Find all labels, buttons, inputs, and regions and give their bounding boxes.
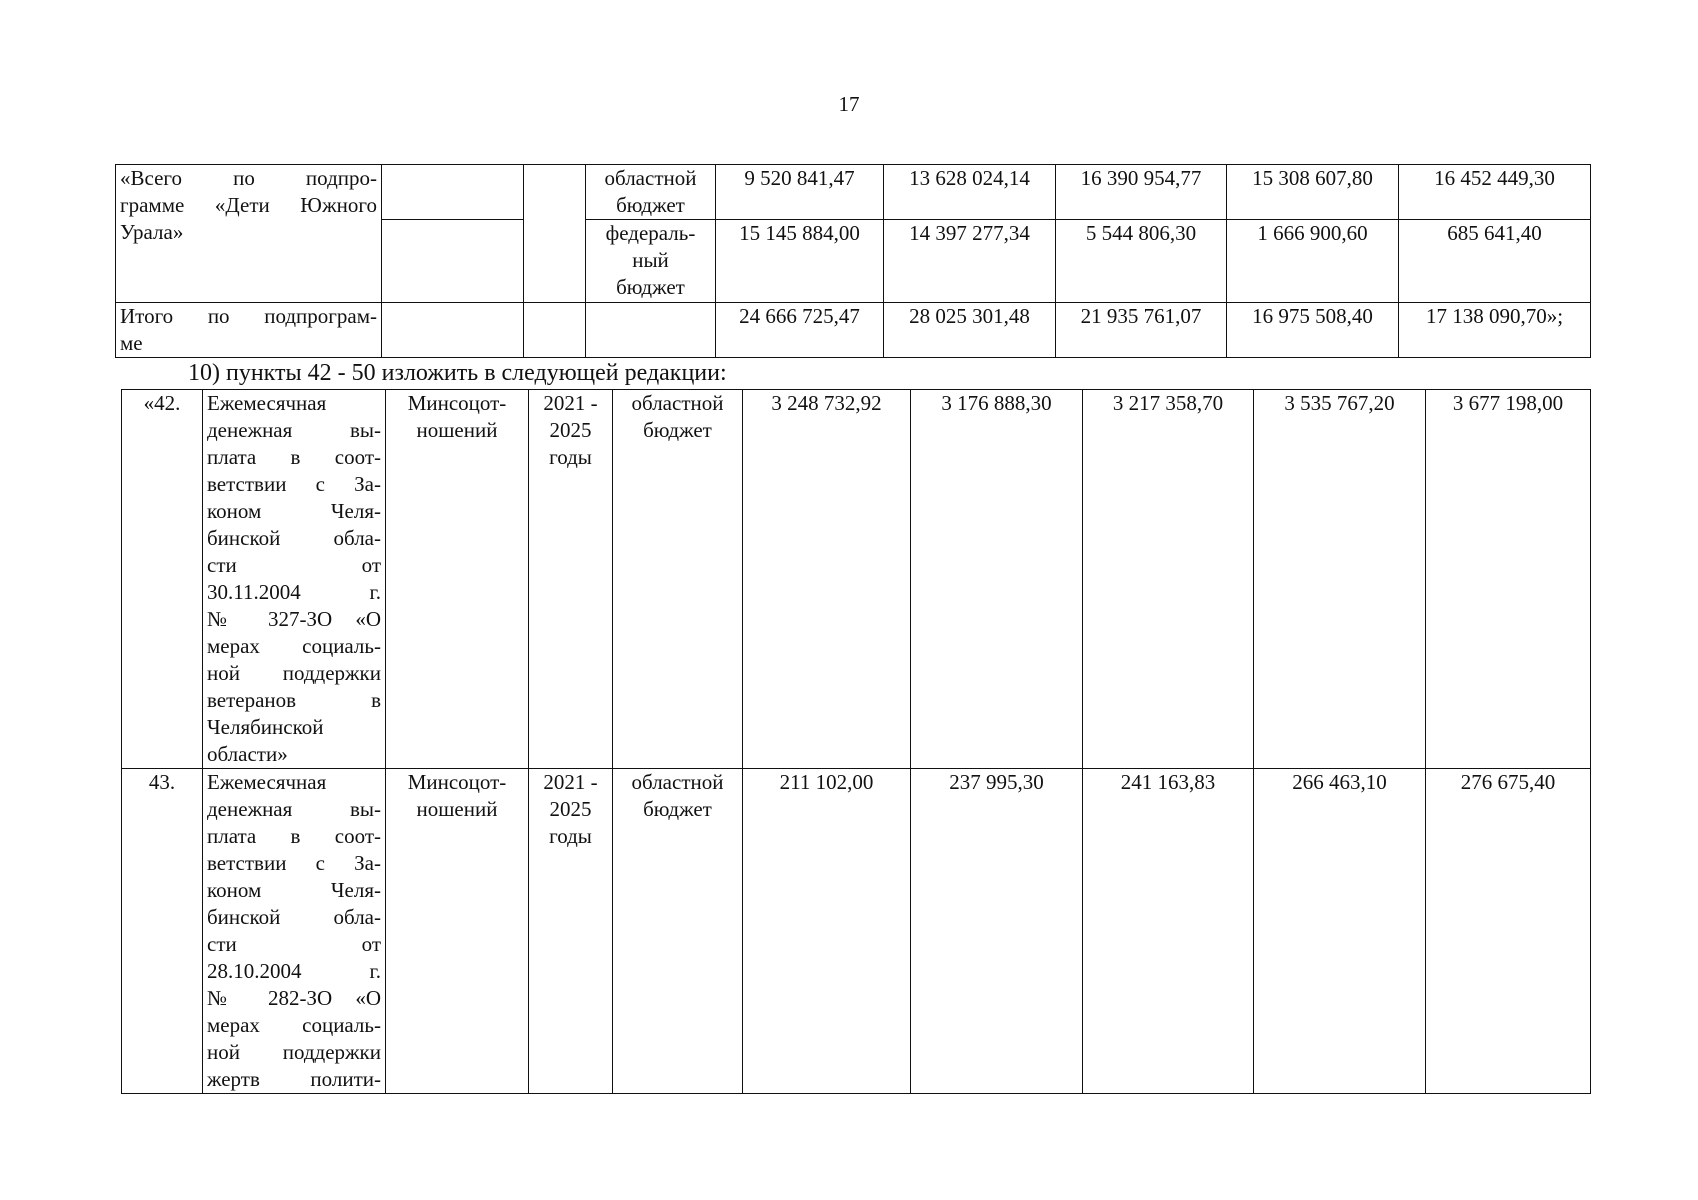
- executor-cell: Минсоцот- ношений: [386, 769, 529, 1094]
- item-description-cell: Ежемесячная денежная вы- плата в соот- ветствии с За- коном Челя- бинской обла- сти от 28.10.2004 г. № 282-ЗО «О мерах социаль- ной поддержки жертв полити-: [203, 769, 386, 1094]
- amount-cell: 211 102,00: [743, 769, 911, 1094]
- item-description-cell: Ежемесячная денежная вы- плата в соот- ветствии с За- коном Челя- бинской обла- сти от 30.11.2004 г. № 327-ЗО «О мерах социаль- ной поддержки ветеранов в Челябинской области»: [203, 390, 386, 769]
- empty-cell: [524, 303, 586, 358]
- amount-cell: 237 995,30: [911, 769, 1083, 1094]
- funding-source-cell: федераль- ный бюджет: [586, 220, 716, 303]
- amount-cell: 16 390 954,77: [1056, 165, 1227, 220]
- page-number: 17: [838, 92, 860, 116]
- amount-cell: 17 138 090,70»;: [1399, 303, 1591, 358]
- table-row: [116, 303, 1591, 358]
- amount-cell: 276 675,40: [1426, 769, 1591, 1094]
- amount-cell: 3 217 358,70: [1083, 390, 1254, 769]
- funding-source-cell: областной бюджет: [586, 165, 716, 220]
- empty-cell: [382, 165, 524, 220]
- amount-cell: 16 975 508,40: [1227, 303, 1399, 358]
- subprogram-summary-table: [115, 164, 1591, 358]
- amount-cell: 28 025 301,48: [884, 303, 1056, 358]
- amount-cell: 21 935 761,07: [1056, 303, 1227, 358]
- executor-cell: Минсоцот- ношений: [386, 390, 529, 769]
- item-number-cell: 43.: [122, 769, 203, 1094]
- amount-cell: 24 666 725,47: [716, 303, 884, 358]
- amount-cell: 9 520 841,47: [716, 165, 884, 220]
- table-row: [116, 165, 1591, 220]
- amount-cell: 14 397 277,34: [884, 220, 1056, 303]
- amount-cell: 266 463,10: [1254, 769, 1426, 1094]
- amount-cell: 241 163,83: [1083, 769, 1254, 1094]
- period-cell: 2021 - 2025 годы: [529, 390, 613, 769]
- amount-cell: 15 308 607,80: [1227, 165, 1399, 220]
- amount-cell: 685 641,40: [1399, 220, 1591, 303]
- empty-cell: [382, 220, 524, 303]
- empty-cell: [382, 303, 524, 358]
- funding-source-cell: областной бюджет: [613, 769, 743, 1094]
- amendment-intro-text: 10) пункты 42 - 50 изложить в следующей редакции:: [188, 360, 727, 386]
- amount-cell: 15 145 884,00: [716, 220, 884, 303]
- amount-cell: 3 248 732,92: [743, 390, 911, 769]
- amount-cell: 16 452 449,30: [1399, 165, 1591, 220]
- amount-cell: 3 677 198,00: [1426, 390, 1591, 769]
- funding-source-cell: областной бюджет: [613, 390, 743, 769]
- total-label-cell: «Всего по подпро- грамме «Дети Южного Урала»: [116, 165, 382, 303]
- amount-cell: 13 628 024,14: [884, 165, 1056, 220]
- empty-cell: [524, 165, 586, 303]
- item-number-cell: «42.: [122, 390, 203, 769]
- amount-cell: 3 535 767,20: [1254, 390, 1426, 769]
- itogo-label-cell: Итого по подпрограм- ме: [116, 303, 382, 358]
- table-row: [122, 769, 1591, 1094]
- program-items-table: [121, 389, 1591, 1094]
- amount-cell: 1 666 900,60: [1227, 220, 1399, 303]
- amount-cell: 3 176 888,30: [911, 390, 1083, 769]
- table-row: [122, 390, 1591, 769]
- amount-cell: 5 544 806,30: [1056, 220, 1227, 303]
- period-cell: 2021 - 2025 годы: [529, 769, 613, 1094]
- empty-cell: [586, 303, 716, 358]
